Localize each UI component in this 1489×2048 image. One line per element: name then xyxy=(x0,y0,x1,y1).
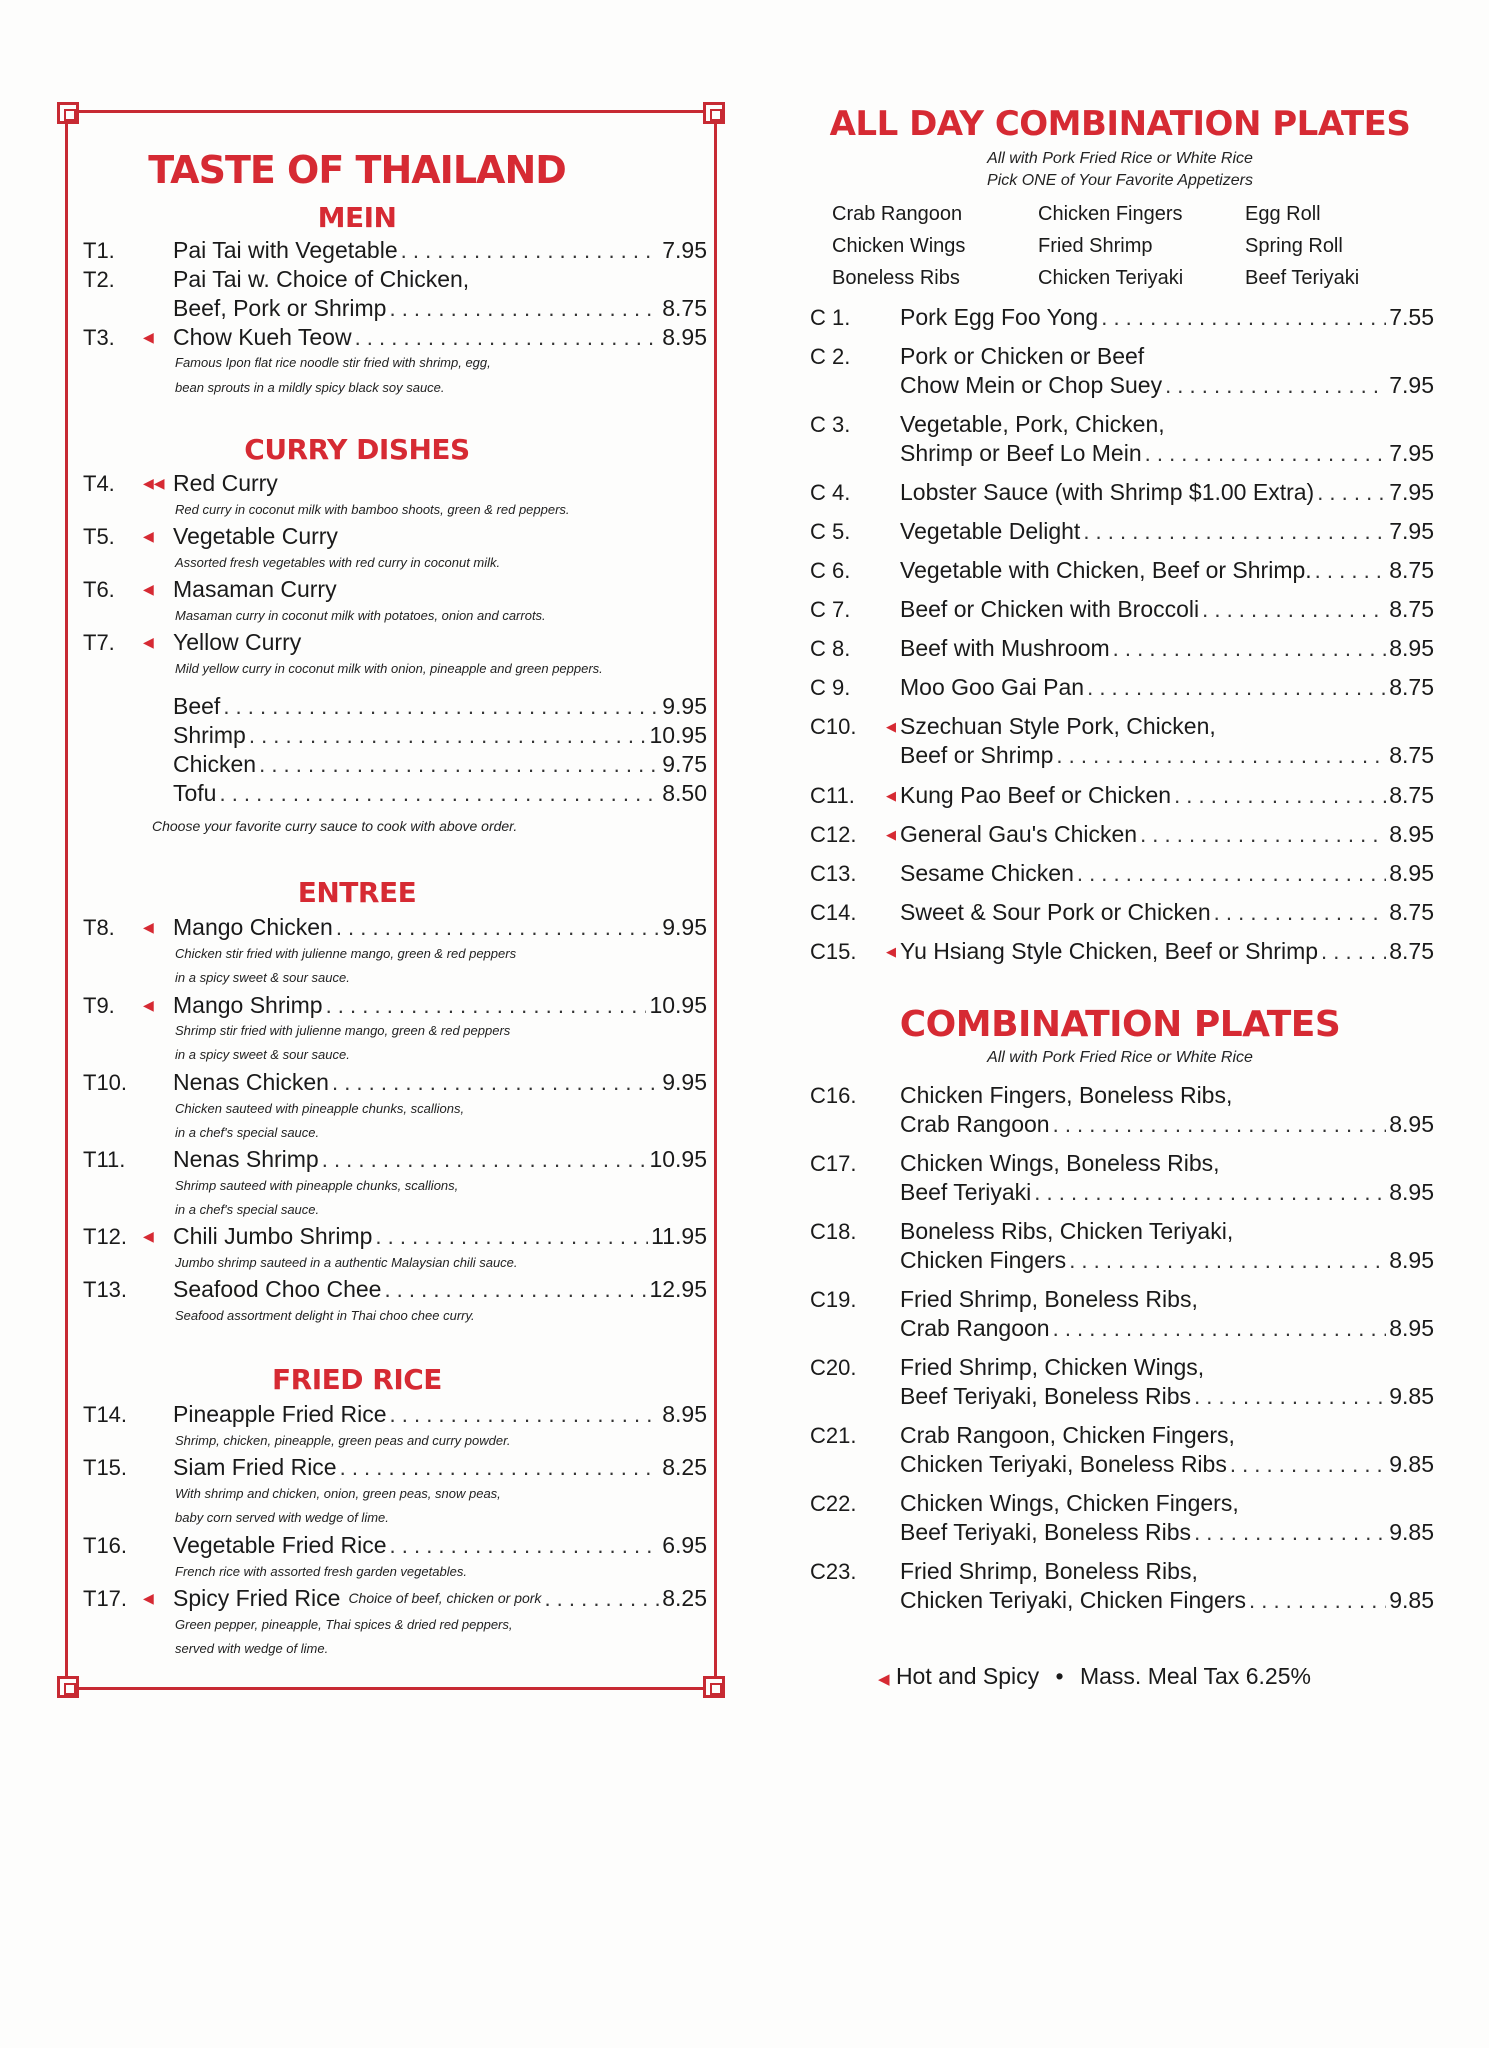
option-price: 8.50 xyxy=(662,780,707,806)
hot-spicy-label: Hot and Spicy xyxy=(895,1663,1040,1689)
appetizer-option: Fried Shrimp xyxy=(1038,235,1153,257)
item-code: C15. xyxy=(810,939,857,964)
item-description: French rice with assorted fresh garden vegetables. xyxy=(175,1564,467,1579)
item-price: 8.75 xyxy=(1389,596,1434,622)
section-subtitle: Pick ONE of Your Favorite Appetizers xyxy=(987,172,1253,189)
item-name: Chicken Wings, Chicken Fingers, xyxy=(900,1490,1239,1516)
item-price: 8.75 xyxy=(1389,938,1434,964)
menu-item-t17 xyxy=(83,1584,707,1613)
item-code: T12. xyxy=(83,1224,128,1249)
item-name: Masaman Curry xyxy=(173,576,337,602)
item-name: Siam Fried Rice xyxy=(173,1454,337,1480)
combo-item-c20 xyxy=(810,1353,1434,1411)
curry-option xyxy=(173,692,707,721)
item-code: C14. xyxy=(810,900,857,925)
item-code: C19. xyxy=(810,1287,857,1312)
section-title-mein: MEIN xyxy=(317,201,397,234)
item-name-line2: Beef or Shrimp xyxy=(900,742,1054,768)
item-name: Vegetable Curry xyxy=(173,523,338,549)
item-name: Sesame Chicken xyxy=(900,860,1074,886)
combo-item-c10 xyxy=(810,712,1434,770)
option-name: Tofu xyxy=(173,780,217,806)
menu-item-t16 xyxy=(83,1531,707,1560)
item-name: Beef or Chicken with Broccoli xyxy=(900,596,1200,622)
combo-item-c3 xyxy=(810,410,1434,468)
combo-item-c12 xyxy=(810,820,1434,849)
item-name: Fried Shrimp, Boneless Ribs, xyxy=(900,1558,1198,1584)
menu-item-t8 xyxy=(83,913,707,942)
section-title-curry: CURRY DISHES xyxy=(244,433,470,466)
combo-item-c8 xyxy=(810,634,1434,663)
item-code: T5. xyxy=(83,524,115,549)
option-name: Beef xyxy=(173,693,221,719)
combo-item-c9 xyxy=(810,673,1434,702)
item-price: 11.95 xyxy=(651,1223,707,1249)
item-name: Fried Shrimp, Chicken Wings, xyxy=(900,1354,1205,1380)
item-name: Vegetable with Chicken, Beef or Shrimp. xyxy=(900,557,1312,583)
item-price: 8.75 xyxy=(1389,782,1434,808)
item-price: 12.95 xyxy=(649,1276,707,1302)
item-code: T15. xyxy=(83,1455,128,1480)
dot-leader xyxy=(1174,781,1386,810)
dot-leader xyxy=(390,1400,660,1429)
item-price: 9.85 xyxy=(1389,1519,1434,1545)
item-name: Beef with Mushroom xyxy=(900,635,1110,661)
item-name: Pineapple Fried Rice xyxy=(173,1401,387,1427)
item-code: C11. xyxy=(810,783,855,808)
chili-pepper-icon: ◀ xyxy=(878,1671,890,1688)
item-name-line2: Beef Teriyaki, Boneless Ribs xyxy=(900,1383,1192,1409)
corner-ornament xyxy=(57,1676,79,1698)
item-price: 8.75 xyxy=(1389,674,1434,700)
appetizer-option: Chicken Wings xyxy=(832,235,966,257)
item-name: Moo Goo Gai Pan xyxy=(900,674,1085,700)
combo-item-c11 xyxy=(810,781,1434,810)
dot-leader xyxy=(1053,1314,1387,1343)
menu-item-t12 xyxy=(83,1222,707,1251)
item-price: 9.85 xyxy=(1389,1383,1434,1409)
item-code: C13. xyxy=(810,861,857,886)
item-name-line2: Crab Rangoon xyxy=(900,1111,1050,1137)
item-name: Nenas Chicken xyxy=(173,1069,329,1095)
item-description: Assorted fresh vegetables with red curry in coconut milk. xyxy=(175,555,501,570)
chili-pepper-icon: ◀ xyxy=(143,1228,154,1244)
item-name: Vegetable, Pork, Chicken, xyxy=(900,411,1165,437)
item-description: Shrimp sauteed with pineapple chunks, scallions, xyxy=(175,1178,459,1193)
item-name: Nenas Shrimp xyxy=(173,1146,319,1172)
item-description: in a spicy sweet & sour sauce. xyxy=(175,970,350,985)
appetizer-option: Chicken Fingers xyxy=(1038,203,1183,225)
item-name: Kung Pao Beef or Chicken xyxy=(900,782,1172,808)
item-description: in a chef's special sauce. xyxy=(175,1202,320,1217)
corner-ornament xyxy=(57,102,79,124)
item-description: bean sprouts in a mildly spicy black soy sauce. xyxy=(175,380,445,395)
appetizer-option: Crab Rangoon xyxy=(832,203,963,225)
item-name-line2: Chicken Fingers xyxy=(900,1247,1067,1273)
item-name-line2: Chicken Teriyaki, Chicken Fingers xyxy=(900,1587,1246,1613)
item-code: C16. xyxy=(810,1083,857,1108)
item-name: Boneless Ribs, Chicken Teriyaki, xyxy=(900,1218,1234,1244)
item-price: 9.85 xyxy=(1389,1587,1434,1613)
dot-leader xyxy=(1113,634,1387,663)
item-description: Green pepper, pineapple, Thai spices & dried red peppers, xyxy=(175,1617,513,1632)
appetizer-option: Egg Roll xyxy=(1245,203,1321,225)
item-name: Pork Egg Foo Yong xyxy=(900,304,1099,330)
appetizer-option: Chicken Teriyaki xyxy=(1038,267,1184,289)
menu-item-t5 xyxy=(83,522,707,551)
item-price: 8.95 xyxy=(1389,821,1434,847)
dot-leader xyxy=(384,1275,646,1304)
item-code: C17. xyxy=(810,1151,857,1176)
item-price: 9.95 xyxy=(662,1069,707,1095)
dot-leader xyxy=(322,1145,647,1174)
dot-leader xyxy=(1194,1382,1386,1411)
combo-item-c5 xyxy=(810,517,1434,546)
menu-item-t9 xyxy=(83,991,707,1020)
dot-leader xyxy=(219,779,659,808)
menu-item-t2 xyxy=(83,265,707,294)
curry-note: Choose your favorite curry sauce to cook with above order. xyxy=(152,818,518,834)
chili-pepper-icon: ◀ xyxy=(143,581,154,597)
appetizer-choices xyxy=(832,200,1412,292)
dot-leader xyxy=(1087,673,1386,702)
chili-pepper-icon: ◀ xyxy=(143,997,154,1013)
item-code: T14. xyxy=(83,1402,128,1427)
item-name-line2: Chicken Teriyaki, Boneless Ribs xyxy=(900,1451,1227,1477)
item-name-line2: Beef, Pork or Shrimp xyxy=(173,295,387,321)
dot-leader xyxy=(1230,1450,1386,1479)
item-code: T6. xyxy=(83,577,115,602)
dot-leader xyxy=(1069,1246,1386,1275)
corner-ornament xyxy=(703,1676,725,1698)
item-description: baby corn served with wedge of lime. xyxy=(175,1510,389,1525)
combo-item-c13 xyxy=(810,859,1434,888)
item-code: C 7. xyxy=(810,597,851,622)
curry-option xyxy=(173,779,707,808)
dot-leader xyxy=(259,750,659,779)
appetizer-option: Beef Teriyaki xyxy=(1245,267,1360,289)
chili-pepper-icon: ◀ xyxy=(886,827,896,842)
curry-option xyxy=(173,721,707,750)
item-price: 8.95 xyxy=(1389,1111,1434,1137)
item-name: Vegetable Fried Rice xyxy=(173,1532,387,1558)
dot-leader xyxy=(336,913,659,942)
item-price: 6.95 xyxy=(662,1532,707,1558)
item-code: C 1. xyxy=(810,305,851,330)
dot-leader xyxy=(389,294,659,323)
item-description: Mild yellow curry in coconut milk with onion, pineapple and green peppers. xyxy=(175,661,603,676)
bullet-separator: • xyxy=(1055,1663,1064,1689)
item-description: Seafood assortment delight in Thai choo chee curry. xyxy=(175,1308,475,1323)
item-code: C21. xyxy=(810,1423,857,1448)
combo-item-c2 xyxy=(810,342,1434,400)
item-price: 7.95 xyxy=(1389,479,1434,505)
combo-item-c18 xyxy=(810,1217,1434,1275)
item-name: Yellow Curry xyxy=(173,629,302,655)
item-name-line2: Chow Mein or Chop Suey xyxy=(900,372,1163,398)
combo-item-c7 xyxy=(810,595,1434,624)
item-name: Chili Jumbo Shrimp xyxy=(173,1223,373,1249)
dot-leader xyxy=(355,323,660,352)
item-name: Pai Tai with Vegetable xyxy=(173,237,398,263)
dot-leader xyxy=(1249,1586,1386,1615)
chili-pepper-icon: ◀ xyxy=(143,634,154,650)
option-name: Chicken xyxy=(173,751,257,777)
section-title-fried-rice: FRIED RICE xyxy=(272,1363,442,1396)
section-subtitle: All with Pork Fried Rice or White Rice xyxy=(987,1049,1253,1066)
curry-option xyxy=(173,750,707,779)
item-description: Chicken sauteed with pineapple chunks, scallions, xyxy=(175,1101,465,1116)
item-description: Jumbo shrimp sauteed in a authentic Malaysian chili sauce. xyxy=(175,1255,518,1270)
dot-leader xyxy=(1101,303,1386,332)
item-code: C 2. xyxy=(810,344,851,369)
meal-tax-label: Mass. Meal Tax 6.25% xyxy=(1079,1663,1311,1689)
item-name: Lobster Sauce (with Shrimp $1.00 Extra) xyxy=(900,479,1315,505)
item-name: Vegetable Delight xyxy=(900,518,1081,544)
item-name-line2: Shrimp or Beef Lo Mein xyxy=(900,440,1142,466)
section-title-all-day-combo: ALL DAY COMBINATION PLATES xyxy=(829,104,1411,144)
item-price: 10.95 xyxy=(649,992,707,1018)
item-code: T9. xyxy=(83,993,115,1018)
item-code: C 9. xyxy=(810,675,851,700)
dot-leader xyxy=(1194,1518,1386,1547)
item-code: T17. xyxy=(83,1586,128,1611)
item-code: T11. xyxy=(83,1147,126,1172)
dot-leader xyxy=(544,1584,659,1613)
dot-leader xyxy=(332,1068,659,1097)
menu-legend xyxy=(878,1661,1311,1695)
option-price: 10.95 xyxy=(649,722,707,748)
dot-leader xyxy=(1077,859,1386,888)
item-description: Shrimp, chicken, pineapple, green peas and curry powder. xyxy=(175,1433,511,1448)
item-code: T10. xyxy=(83,1070,128,1095)
dot-leader xyxy=(1034,1178,1386,1207)
dot-leader xyxy=(249,721,647,750)
dot-leader xyxy=(223,692,659,721)
item-name: Seafood Choo Chee xyxy=(173,1276,382,1302)
menu-item-t13 xyxy=(83,1275,707,1304)
menu-item-t10 xyxy=(83,1068,707,1097)
menu-item-t1 xyxy=(83,236,707,265)
item-name: Mango Chicken xyxy=(173,914,333,940)
item-price: 8.25 xyxy=(662,1454,707,1480)
combo-item-c19 xyxy=(810,1285,1434,1343)
combo-item-c6 xyxy=(810,556,1434,585)
item-price: 7.95 xyxy=(1389,372,1434,398)
item-price: 8.75 xyxy=(1389,899,1434,925)
item-name: Red Curry xyxy=(173,470,278,496)
item-code: T16. xyxy=(83,1533,128,1558)
dot-leader xyxy=(326,991,647,1020)
combo-item-c17 xyxy=(810,1149,1434,1207)
item-price: 9.85 xyxy=(1389,1451,1434,1477)
item-code: C 6. xyxy=(810,558,851,583)
item-code: T8. xyxy=(83,915,115,940)
dot-leader xyxy=(1140,820,1386,849)
corner-ornament xyxy=(703,102,725,124)
menu-item-t11 xyxy=(83,1145,707,1174)
item-code: C 8. xyxy=(810,636,851,661)
section-title-entree: ENTREE xyxy=(297,876,417,909)
dot-leader xyxy=(1053,1110,1387,1139)
item-description: in a chef's special sauce. xyxy=(175,1125,320,1140)
dot-leader xyxy=(390,1531,660,1560)
option-price: 9.75 xyxy=(662,751,707,777)
menu-item-t7 xyxy=(83,628,707,657)
item-price: 8.75 xyxy=(1389,557,1434,583)
item-code: C10. xyxy=(810,714,857,739)
option-price: 9.95 xyxy=(662,693,707,719)
combo-item-c21 xyxy=(810,1421,1434,1479)
item-code: C 3. xyxy=(810,412,851,437)
item-name-line2: Beef Teriyaki xyxy=(900,1179,1032,1205)
menu-item-t3 xyxy=(83,323,707,352)
item-description: Chicken stir fried with julienne mango, green & red peppers xyxy=(175,946,517,961)
item-code: C20. xyxy=(810,1355,857,1380)
item-price: 8.75 xyxy=(1389,742,1434,768)
item-name: Crab Rangoon, Chicken Fingers, xyxy=(900,1422,1235,1448)
chili-pepper-icon: ◀ xyxy=(143,329,154,345)
item-price: 7.95 xyxy=(1389,518,1434,544)
item-name: Szechuan Style Pork, Chicken, xyxy=(900,713,1216,739)
item-code: C23. xyxy=(810,1559,857,1584)
combo-item-c16 xyxy=(810,1081,1434,1139)
menu-item-t14 xyxy=(83,1400,707,1429)
dot-leader xyxy=(1145,439,1387,468)
item-code: T4. xyxy=(83,471,115,496)
chili-pepper-icon: ◀ xyxy=(143,528,154,544)
item-description: With shrimp and chicken, onion, green peas, snow peas, xyxy=(175,1486,501,1501)
panel-title: TASTE OF THAILAND xyxy=(148,148,566,192)
item-price: 10.95 xyxy=(649,1146,707,1172)
combo-item-c15 xyxy=(810,937,1434,966)
dot-leader xyxy=(1056,741,1386,770)
item-price: 8.25 xyxy=(662,1585,707,1611)
item-code: C 4. xyxy=(810,480,851,505)
appetizer-option: Spring Roll xyxy=(1245,235,1343,257)
item-code: T1. xyxy=(83,238,115,263)
chili-pepper-icon: ◀ xyxy=(886,788,896,803)
item-name: Mango Shrimp xyxy=(173,992,323,1018)
dot-leader xyxy=(1321,937,1386,966)
item-inline-note: Choice of beef, chicken or pork xyxy=(348,1590,542,1606)
item-code: C18. xyxy=(810,1219,857,1244)
item-code: T3. xyxy=(83,325,115,350)
menu-item-t2-cont xyxy=(173,294,707,323)
item-price: 9.95 xyxy=(662,914,707,940)
item-price: 8.95 xyxy=(1389,1179,1434,1205)
item-name: Sweet & Sour Pork or Chicken xyxy=(900,899,1211,925)
combo-item-c14 xyxy=(810,898,1434,927)
item-price: 8.95 xyxy=(1389,635,1434,661)
chili-pepper-icon: ◀ xyxy=(886,719,896,734)
appetizer-option: Boneless Ribs xyxy=(832,267,960,289)
item-code: C 5. xyxy=(810,519,851,544)
item-code: C22. xyxy=(810,1491,857,1516)
item-name: Pai Tai w. Choice of Chicken, xyxy=(173,266,470,292)
combo-item-c1 xyxy=(810,303,1434,332)
dot-leader xyxy=(1165,371,1386,400)
item-description: served with wedge of lime. xyxy=(175,1641,329,1656)
dot-leader xyxy=(375,1222,648,1251)
item-name: Fried Shrimp, Boneless Ribs, xyxy=(900,1286,1198,1312)
item-price: 8.95 xyxy=(1389,1247,1434,1273)
item-price: 7.95 xyxy=(662,237,707,263)
item-description: Red curry in coconut milk with bamboo shoots, green & red peppers. xyxy=(175,502,570,517)
item-name: Spicy Fried Rice xyxy=(173,1585,341,1611)
item-price: 7.95 xyxy=(1389,440,1434,466)
chili-pepper-icon: ◀◀ xyxy=(143,475,165,491)
dot-leader xyxy=(401,236,660,265)
item-description: Masaman curry in coconut milk with potatoes, onion and carrots. xyxy=(175,608,546,623)
item-code: T13. xyxy=(83,1277,128,1302)
item-name-line2: Crab Rangoon xyxy=(900,1315,1050,1341)
item-name: Chicken Fingers, Boneless Ribs, xyxy=(900,1082,1233,1108)
item-description: in a spicy sweet & sour sauce. xyxy=(175,1047,350,1062)
section-subtitle: All with Pork Fried Rice or White Rice xyxy=(987,150,1253,167)
dot-leader xyxy=(1315,556,1387,585)
item-price: 8.95 xyxy=(662,1401,707,1427)
dot-leader xyxy=(1317,478,1386,507)
item-price: 7.55 xyxy=(1389,304,1434,330)
menu-item-t4 xyxy=(83,469,707,498)
dot-leader xyxy=(1083,517,1386,546)
dot-leader xyxy=(1202,595,1386,624)
item-code: T7. xyxy=(83,630,115,655)
item-description: Famous Ipon flat rice noodle stir fried with shrimp, egg, xyxy=(175,355,491,370)
menu-item-t15 xyxy=(83,1453,707,1482)
option-name: Shrimp xyxy=(173,722,246,748)
item-price: 8.95 xyxy=(1389,860,1434,886)
chili-pepper-icon: ◀ xyxy=(143,1590,154,1606)
item-name: Yu Hsiang Style Chicken, Beef or Shrimp xyxy=(900,938,1319,964)
combo-item-c22 xyxy=(810,1489,1434,1547)
item-code: T2. xyxy=(83,267,115,292)
dot-leader xyxy=(340,1453,660,1482)
dot-leader xyxy=(1214,898,1387,927)
chili-pepper-icon: ◀ xyxy=(886,944,896,959)
item-description: Shrimp stir fried with julienne mango, green & red peppers xyxy=(175,1023,511,1038)
combo-item-c23 xyxy=(810,1557,1434,1615)
item-name-line2: Beef Teriyaki, Boneless Ribs xyxy=(900,1519,1192,1545)
item-name: Pork or Chicken or Beef xyxy=(900,343,1145,369)
menu-item-t6 xyxy=(83,575,707,604)
combo-item-c4 xyxy=(810,478,1434,507)
item-code: C12. xyxy=(810,822,857,847)
item-price: 8.95 xyxy=(1389,1315,1434,1341)
item-name: General Gau's Chicken xyxy=(900,821,1138,847)
section-title-combo: COMBINATION PLATES xyxy=(899,1004,1341,1045)
item-name: Chow Kueh Teow xyxy=(173,324,352,350)
chili-pepper-icon: ◀ xyxy=(143,919,154,935)
item-price: 8.75 xyxy=(662,295,707,321)
item-price: 8.95 xyxy=(662,324,707,350)
item-name: Chicken Wings, Boneless Ribs, xyxy=(900,1150,1220,1176)
